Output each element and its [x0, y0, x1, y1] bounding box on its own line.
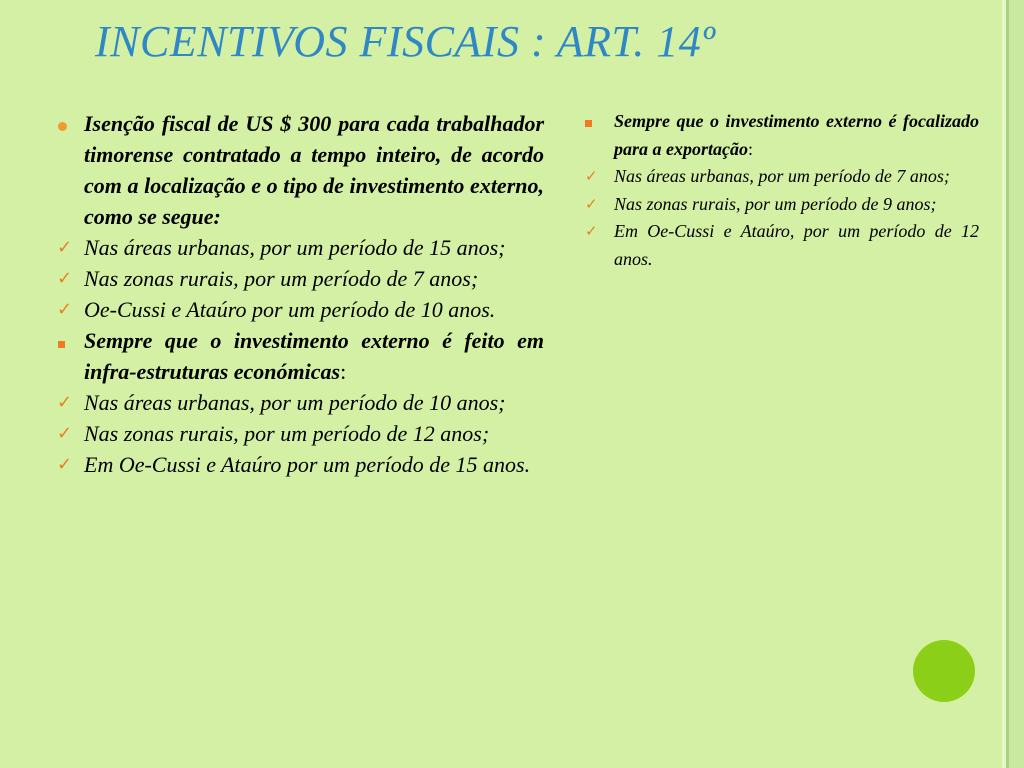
round-bullet-icon — [58, 108, 67, 139]
list-item: ✓ Nas zonas rurais, por um período de 12 anos; — [58, 418, 544, 449]
list-item: ✓ Nas áreas urbanas, por um período de 15 anos; — [58, 232, 544, 263]
checkmark-icon: ✓ — [57, 423, 73, 444]
right-column — [585, 108, 979, 273]
left-column — [58, 108, 544, 480]
square-bullet-icon — [58, 325, 65, 356]
list-item-lead: Isenção fiscal de US $ 300 para cada trabalhador timorense contratado a tempo inteiro, de acordo com a localização e o tipo de investimento externo, como se segue: — [58, 108, 544, 232]
checkmark-icon: ✓ — [57, 268, 73, 289]
list-item: ✓ Em Oe-Cussi e Ataúro por um período de 15 anos. — [58, 449, 544, 480]
list-item: ✓ Nas áreas urbanas, por um período de 10 anos; — [58, 387, 544, 418]
list-item: ✓ Oe-Cussi e Ataúro por um período de 10 anos. — [58, 294, 544, 325]
decorative-circle — [913, 640, 975, 702]
slide-title: INCENTIVOS FISCAIS : ART. 14º — [95, 17, 716, 66]
checkmark-icon: ✓ — [585, 222, 598, 240]
list-item: ✓ Nas zonas rurais, por um período de 9 anos; — [585, 191, 979, 219]
checkmark-icon: ✓ — [57, 237, 73, 258]
checkmark-icon: ✓ — [585, 194, 598, 213]
list-item-heading: Sempre que o investimento externo é focalizado para a exportação: — [585, 108, 979, 163]
checkmark-icon: ✓ — [585, 167, 598, 185]
square-bullet-icon — [585, 108, 592, 136]
list-item-heading: Sempre que o investimento externo é feito em infra-estruturas económicas: — [58, 325, 544, 387]
decorative-stripe — [1009, 0, 1024, 768]
list-item: ✓ Nas zonas rurais, por um período de 7 anos; — [58, 263, 544, 294]
checkmark-icon: ✓ — [57, 392, 73, 413]
checkmark-icon: ✓ — [57, 299, 73, 320]
checkmark-icon: ✓ — [57, 454, 73, 475]
list-item: ✓ Nas áreas urbanas, por um período de 7 anos; — [585, 163, 979, 191]
list-item: ✓ Em Oe-Cussi e Ataúro, por um período de 12 anos. — [585, 218, 979, 273]
